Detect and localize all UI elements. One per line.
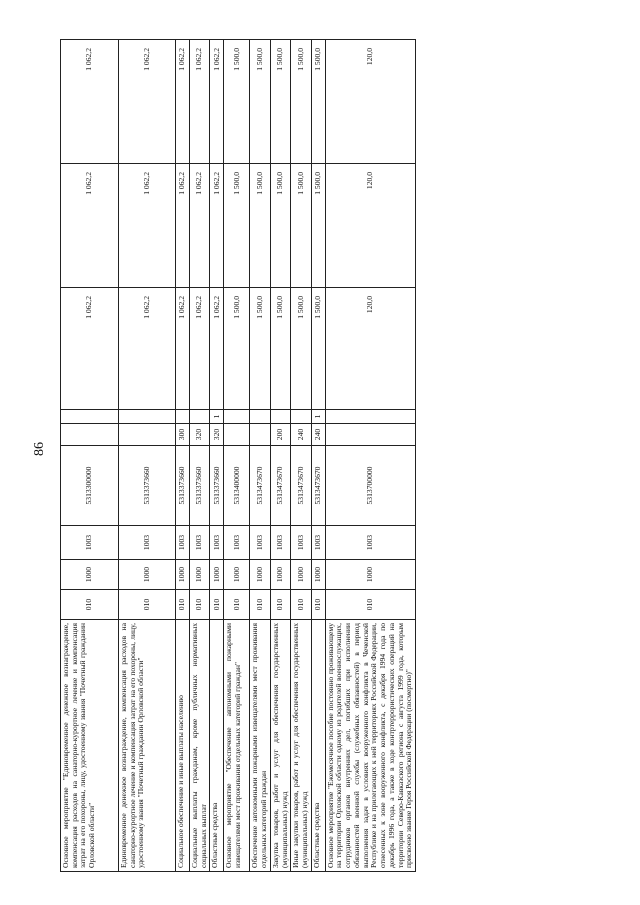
section-code-cell: 1000 bbox=[61, 560, 119, 590]
section-code-cell: 1000 bbox=[224, 560, 250, 590]
amount-1-cell: 1 500,0 bbox=[224, 288, 250, 410]
page-number: 86 bbox=[32, 442, 47, 456]
expense-type-cell bbox=[224, 424, 250, 446]
target-article-cell: 5313373660 bbox=[119, 446, 176, 526]
row-name-cell: Социальное обеспечение и иные выплаты населению bbox=[176, 620, 190, 872]
target-article-cell: 5313473670 bbox=[291, 446, 311, 526]
amount-3-cell: 1 062,2 bbox=[210, 40, 224, 164]
amount-1-cell: 1 062,2 bbox=[61, 288, 119, 410]
amount-3-cell: 1 062,2 bbox=[190, 40, 210, 164]
expense-type-cell: 300 bbox=[176, 424, 190, 446]
subsection-code-cell: 1003 bbox=[190, 526, 210, 560]
amount-2-cell: 1 500,0 bbox=[250, 164, 270, 288]
rotated-table-area bbox=[60, 40, 414, 872]
expense-type-cell: 320 bbox=[210, 424, 224, 446]
funding-source-cell bbox=[291, 410, 311, 424]
expense-type-cell: 320 bbox=[190, 424, 210, 446]
expense-type-cell: 200 bbox=[270, 424, 290, 446]
amount-3-cell: 1 062,2 bbox=[61, 40, 119, 164]
amount-2-cell: 1 062,2 bbox=[119, 164, 176, 288]
section-code-cell: 1000 bbox=[291, 560, 311, 590]
subsection-code-cell: 1003 bbox=[224, 526, 250, 560]
funding-source-cell bbox=[119, 410, 176, 424]
amount-3-cell: 1 500,0 bbox=[291, 40, 311, 164]
section-code-cell: 1000 bbox=[311, 560, 325, 590]
funding-source-cell bbox=[250, 410, 270, 424]
row-name-cell: Областные средства bbox=[210, 620, 224, 872]
section-code-cell: 1000 bbox=[190, 560, 210, 590]
ved-code-cell: 010 bbox=[61, 590, 119, 620]
target-article-cell: 5313400000 bbox=[224, 446, 250, 526]
target-article-cell: 5313373660 bbox=[210, 446, 224, 526]
table-row bbox=[311, 40, 325, 872]
funding-source-cell: 1 bbox=[311, 410, 325, 424]
amount-2-cell: 1 062,2 bbox=[61, 164, 119, 288]
subsection-code-cell: 1003 bbox=[250, 526, 270, 560]
table-row bbox=[61, 40, 119, 872]
row-name-cell: Основное мероприятие "Обеспечение автономными пожарными извещателями мест проживания отдельных категорий граждан" bbox=[224, 620, 250, 872]
amount-2-cell: 1 500,0 bbox=[270, 164, 290, 288]
expense-type-cell: 240 bbox=[291, 424, 311, 446]
amount-2-cell: 1 062,2 bbox=[190, 164, 210, 288]
table-row bbox=[291, 40, 311, 872]
funding-source-cell bbox=[325, 410, 415, 424]
section-code-cell: 1000 bbox=[250, 560, 270, 590]
ved-code-cell: 010 bbox=[176, 590, 190, 620]
subsection-code-cell: 1003 bbox=[176, 526, 190, 560]
ved-code-cell: 010 bbox=[291, 590, 311, 620]
amount-3-cell: 1 062,2 bbox=[119, 40, 176, 164]
row-name-cell: Областные средства bbox=[311, 620, 325, 872]
target-article-cell: 5313300000 bbox=[61, 446, 119, 526]
expense-type-cell bbox=[325, 424, 415, 446]
funding-source-cell bbox=[61, 410, 119, 424]
subsection-code-cell: 1003 bbox=[311, 526, 325, 560]
subsection-code-cell: 1003 bbox=[61, 526, 119, 560]
ved-code-cell: 010 bbox=[119, 590, 176, 620]
amount-1-cell: 120,0 bbox=[325, 288, 415, 410]
subsection-code-cell: 1003 bbox=[291, 526, 311, 560]
funding-source-cell bbox=[190, 410, 210, 424]
ved-code-cell: 010 bbox=[311, 590, 325, 620]
subsection-code-cell: 1003 bbox=[210, 526, 224, 560]
row-name-cell: Иные закупки товаров, работ и услуг для обеспечения государственных (муниципальных) нужд bbox=[291, 620, 311, 872]
amount-2-cell: 120,0 bbox=[325, 164, 415, 288]
funding-source-cell bbox=[224, 410, 250, 424]
ved-code-cell: 010 bbox=[250, 590, 270, 620]
section-code-cell: 1000 bbox=[119, 560, 176, 590]
table-row bbox=[210, 40, 224, 872]
section-code-cell: 1000 bbox=[176, 560, 190, 590]
amount-3-cell: 1 500,0 bbox=[250, 40, 270, 164]
subsection-code-cell: 1003 bbox=[270, 526, 290, 560]
funding-source-cell: 1 bbox=[210, 410, 224, 424]
amount-2-cell: 1 500,0 bbox=[224, 164, 250, 288]
funding-source-cell bbox=[270, 410, 290, 424]
subsection-code-cell: 1003 bbox=[325, 526, 415, 560]
ved-code-cell: 010 bbox=[270, 590, 290, 620]
amount-1-cell: 1 500,0 bbox=[311, 288, 325, 410]
amount-1-cell: 1 062,2 bbox=[190, 288, 210, 410]
target-article-cell: 5313373660 bbox=[176, 446, 190, 526]
budget-table bbox=[60, 39, 416, 872]
amount-3-cell: 120,0 bbox=[325, 40, 415, 164]
row-name-cell: Основное мероприятие "Единовременное денежное вознаграждение, компенсация расходов на санаторно-курортное лечение и компенсация затрат на его похороны, лицу, удостоенному звания "Почетный гражданин Орловской области" bbox=[61, 620, 119, 872]
ved-code-cell: 010 bbox=[210, 590, 224, 620]
expense-type-cell bbox=[119, 424, 176, 446]
amount-2-cell: 1 062,2 bbox=[176, 164, 190, 288]
section-code-cell: 1000 bbox=[270, 560, 290, 590]
ved-code-cell: 010 bbox=[190, 590, 210, 620]
table-row bbox=[270, 40, 290, 872]
target-article-cell: 5313473670 bbox=[270, 446, 290, 526]
amount-2-cell: 1 500,0 bbox=[311, 164, 325, 288]
amount-3-cell: 1 500,0 bbox=[311, 40, 325, 164]
amount-3-cell: 1 500,0 bbox=[224, 40, 250, 164]
subsection-code-cell: 1003 bbox=[119, 526, 176, 560]
amount-2-cell: 1 500,0 bbox=[291, 164, 311, 288]
section-code-cell: 1000 bbox=[210, 560, 224, 590]
table-row bbox=[119, 40, 176, 872]
section-code-cell: 1000 bbox=[325, 560, 415, 590]
row-name-cell: Обеспечение автономными пожарными извещателями мест проживания отдельных категорий граждан bbox=[250, 620, 270, 872]
ved-code-cell: 010 bbox=[325, 590, 415, 620]
ved-code-cell: 010 bbox=[224, 590, 250, 620]
table-row bbox=[325, 40, 415, 872]
table-row bbox=[250, 40, 270, 872]
row-name-cell: Закупка товаров, работ и услуг для обеспечения государственных (муниципальных) нужд bbox=[270, 620, 290, 872]
target-article-cell: 5313473670 bbox=[250, 446, 270, 526]
expense-type-cell bbox=[250, 424, 270, 446]
target-article-cell: 5313700000 bbox=[325, 446, 415, 526]
amount-1-cell: 1 062,2 bbox=[210, 288, 224, 410]
amount-1-cell: 1 500,0 bbox=[250, 288, 270, 410]
expense-type-cell bbox=[61, 424, 119, 446]
target-article-cell: 5313373660 bbox=[190, 446, 210, 526]
amount-3-cell: 1 500,0 bbox=[270, 40, 290, 164]
amount-1-cell: 1 062,2 bbox=[176, 288, 190, 410]
table-row bbox=[224, 40, 250, 872]
table-row bbox=[176, 40, 190, 872]
row-name-cell: Единовременное денежное вознаграждение, компенсация расходов на санаторно-курортное лечение и компенсация затрат на его похороны, лицу, удостоенному звания "Почетный гражданин Орловской области" bbox=[119, 620, 176, 872]
expense-type-cell: 240 bbox=[311, 424, 325, 446]
amount-1-cell: 1 062,2 bbox=[119, 288, 176, 410]
row-name-cell: Социальные выплаты гражданам, кроме публичных нормативных социальных выплат bbox=[190, 620, 210, 872]
amount-1-cell: 1 500,0 bbox=[270, 288, 290, 410]
row-name-cell: Основное мероприятие "Ежемесячное пособие постоянно проживающему на территории Орловской области одному из родителей военнослужащих, сотрудников органов внутренних дел, погибших при исполнении обязанностей военной службы (служебных обязанностей) в период выполнения задач в условиях вооруженного конфликта в Чеченской Республике и на прилегающих к ней территориях Российской Федерации, отнесенных к зоне вооруженного конфликта, с декабря 1994 года по декабрь 1996 года, а также в ходе контртеррористических операций на территории Северо-Кавказского региона с августа 1999 года, которым присвоено звание Героя Российской Федерации (посмертно)" bbox=[325, 620, 415, 872]
funding-source-cell bbox=[176, 410, 190, 424]
table-row bbox=[190, 40, 210, 872]
target-article-cell: 5313473670 bbox=[311, 446, 325, 526]
amount-3-cell: 1 062,2 bbox=[176, 40, 190, 164]
amount-2-cell: 1 062,2 bbox=[210, 164, 224, 288]
amount-1-cell: 1 500,0 bbox=[291, 288, 311, 410]
